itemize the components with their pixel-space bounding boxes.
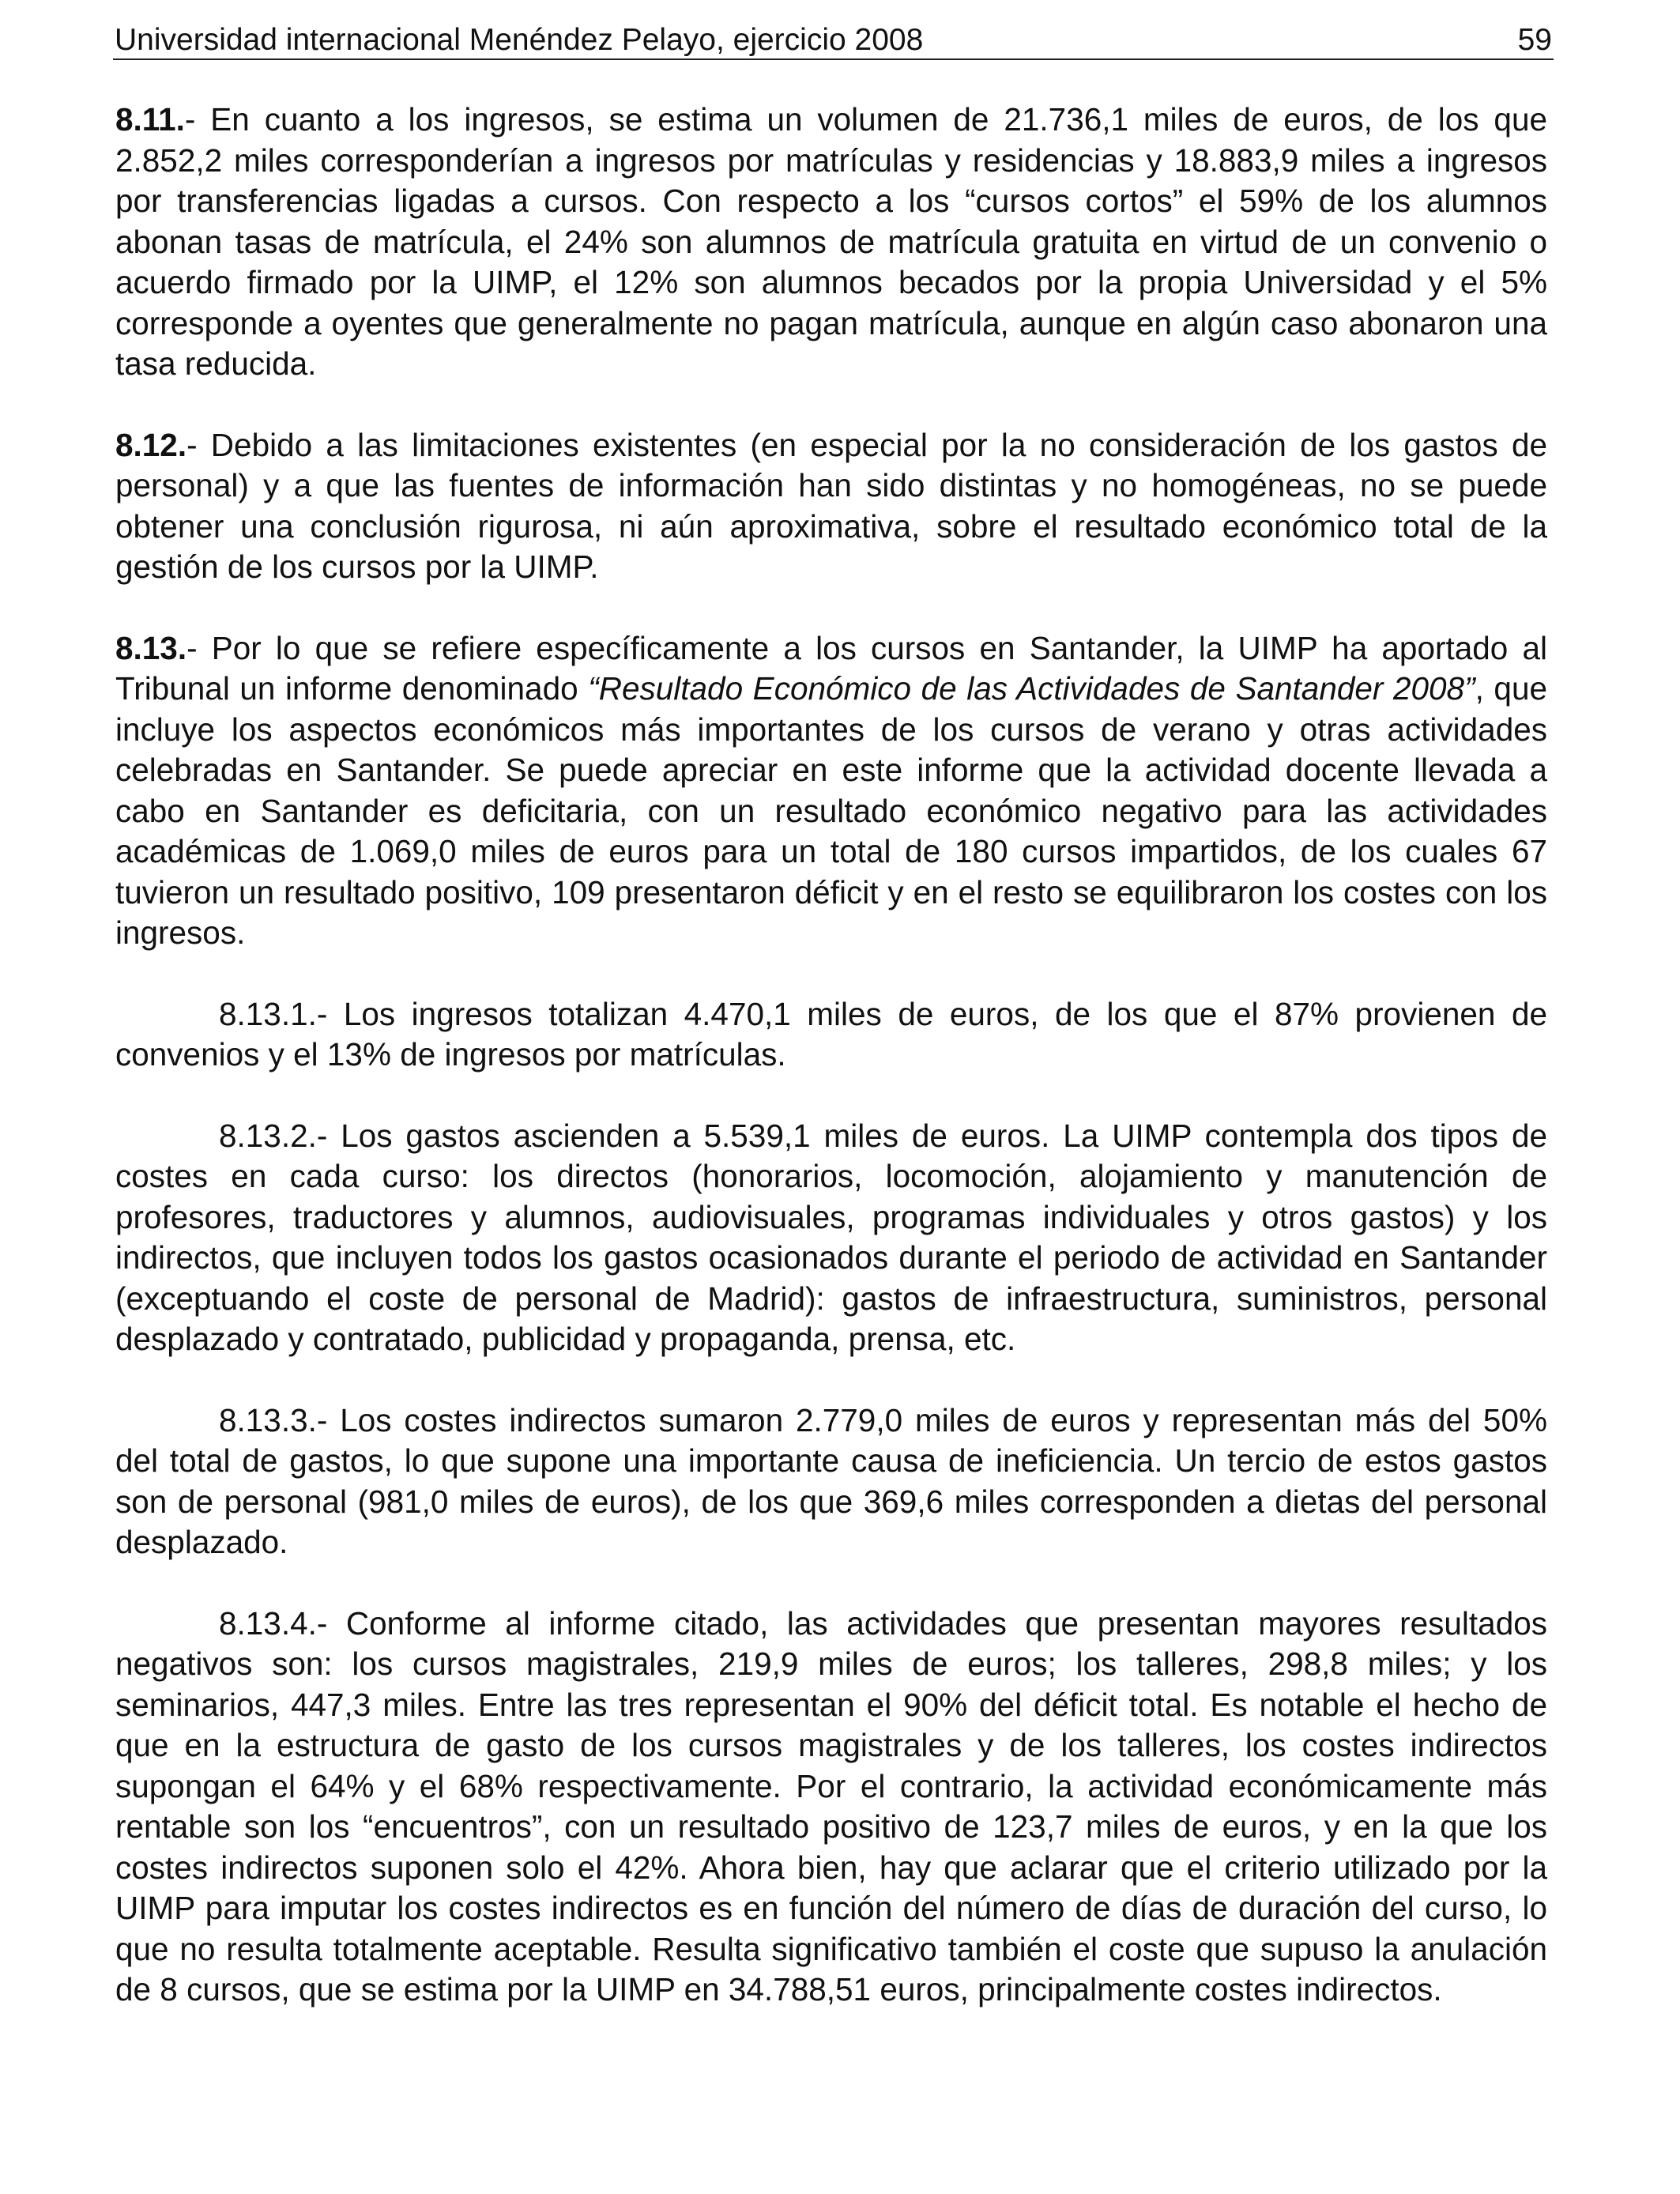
page-header bbox=[113, 16, 1554, 60]
paragraph-number: 8.12. bbox=[115, 426, 187, 463]
paragraph-number: 8.11. bbox=[115, 101, 185, 138]
report-title: “Resultado Económico de las Actividades de Santander 2008” bbox=[588, 670, 1475, 707]
paragraph-number: 8.13. bbox=[115, 629, 187, 666]
paragraph-text: , que incluye los aspectos económicos más importantes de los cursos de verano y otras actividades celebradas en Santander. Se puede apreciar en este informe que la actividad docente llevada a cabo en Santander es deficitaria, con un resultado económico negativo para las actividades académicas de 1.069,0 miles de euros para un total de 180 cursos impartidos, de los cuales 67 tuvieron un resultado positivo, 109 presentaron déficit y en el resto se equilibraron los costes con los ingresos. bbox=[115, 670, 1548, 951]
paragraph-8-13 bbox=[115, 628, 1547, 954]
paragraph-text: - Por lo que se refiere específicamente a los cursos en Santander, la UIMP ha aportado al Tribunal un informe denominado bbox=[115, 629, 1547, 707]
running-title: Universidad internacional Menéndez Pelayo, ejercicio 2008 bbox=[115, 23, 924, 57]
paragraph-8-13-3: 8.13.3.- Los costes indirectos sumaron 2.779,0 miles de euros y representan más del 50% del total de gastos, lo que supone una importante causa de ineficiencia. Un tercio de estos gastos son de personal (981,0 miles de euros), de los que 369,6 miles corresponden a dietas del personal desplazado. bbox=[115, 1401, 1547, 1560]
paragraph-text: - Debido a las limitaciones existentes (en especial por la no consideración de los gastos de personal) y a que las fuentes de información han sido distintas y no homogéneas, no se puede obtener una conclusión rigurosa, ni aún aproximativa, sobre el resultado económico total de la gestión de los cursos por la UIMP. bbox=[115, 426, 1547, 585]
paragraph-8-13-2: 8.13.2.- Los gastos ascienden a 5.539,1 miles de euros. La UIMP contempla dos tipos de costes en cada curso: los directos (honorarios, locomoción, alojamiento y manutención de profesores, traductores y alumnos, audiovisuales, programas individuales y otros gastos) y los indirectos, que incluyen todos los gastos ocasionados durante el periodo de actividad en Santander (exceptuando el coste de personal de Madrid): gastos de infraestructura, suministros, personal desplazado y contratado, publicidad y propaganda, prensa, etc. bbox=[115, 1117, 1547, 1357]
paragraph-text: - En cuanto a los ingresos, se estima un volumen de 21.736,1 miles de euros, de los que 2.852,2 miles corresponderían a ingresos por matrículas y residencias y 18.883,9 miles a ingresos por transferencias ligadas a cursos. Con respecto a los “cursos cortos” el 59% de los alumnos abonan tasas de matrícula, el 24% son alumnos de matrícula gratuita en virtud de un convenio o acuerdo firmado por la UIMP, el 12% son alumnos becados por la propia Universidad y el 5% corresponde a oyentes que generalmente no pagan matrícula, aunque en algún caso abonaron una tasa reducida. bbox=[115, 101, 1547, 382]
paragraph-8-11 bbox=[115, 100, 1547, 385]
paragraph-8-13-1: 8.13.1.- Los ingresos totalizan 4.470,1 miles de euros, de los que el 87% provienen de convenios y el 13% de ingresos por matrículas. bbox=[115, 995, 1547, 1072]
document-body bbox=[115, 100, 1547, 2051]
page-number: 59 bbox=[1517, 23, 1552, 57]
paragraph-8-12 bbox=[115, 425, 1547, 588]
paragraph-8-13-4: 8.13.4.- Conforme al informe citado, las actividades que presentan mayores resultados negativos son: los cursos magistrales, 219,9 miles de euros; los talleres, 298,8 miles; y los seminarios, 447,3 miles. Entre las tres representan el 90% del déficit total. Es notable el hecho de que en la estructura de gasto de los cursos magistrales y de los talleres, los costes indirectos supongan el 64% y el 68% respectivamente. Por el contrario, la actividad económicamente más rentable son los “encuentros”, con un resultado positivo de 123,7 miles de euros, y en la que los costes indirectos suponen solo el 42%. Ahora bien, hay que aclarar que el criterio utilizado por la UIMP para imputar los costes indirectos es en función del número de días de duración del curso, lo que no resulta totalmente aceptable. Resulta significativo también el coste que supuso la anulación de 8 cursos, que se estima por la UIMP en 34.788,51 euros, principalmente costes indirectos. bbox=[115, 1604, 1547, 2007]
